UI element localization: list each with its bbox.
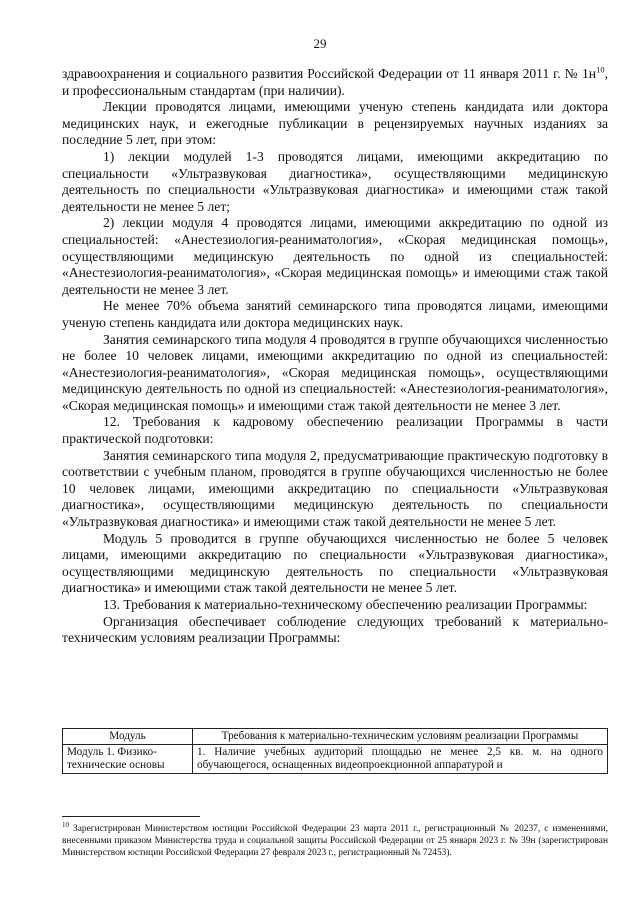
- table-row: [63, 745, 608, 774]
- section-heading-12: 12. Требования к кадровому обеспечению реализации Программы в части практической подготовки:: [62, 414, 608, 447]
- page-number: 29: [313, 36, 327, 51]
- paragraph-lectures-requirements: Лекции проводятся лицами, имеющими ученую степень кандидата или доктора медицинских наук, и ежегодные публикации в рецензируемых научных изданиях за последние 5 лет, при этом:: [62, 99, 608, 148]
- table-cell-requirements: 1. Наличие учебных аудиторий площадью не менее 2,5 кв. м. на одного обучающегося, оснащенных видеопроекционной аппаратурой и: [193, 745, 608, 774]
- paragraph-seminar-module-4: Занятия семинарского типа модуля 4 проводятся в группе обучающихся численностью не более 10 человек лицами, имеющими аккредитацию по одной из специальностей: «Анестезиология-реаниматология», «Скорая медицинская помощь», осуществляющими медицинскую деятельность по одной из специальностей: «Анестезиология-реаниматология», «Скорая медицинская помощь» и имеющими стаж такой деятельности не менее 3 лет.: [62, 331, 608, 413]
- paragraph-continuation: [62, 66, 608, 99]
- column-header-module: Модуль: [63, 729, 193, 745]
- table-header-row: [63, 729, 608, 745]
- paragraph-seminar-share: Не менее 70% объема занятий семинарского типа проводятся лицами, имеющими ученую степень кандидата или доктора медицинских наук.: [62, 298, 608, 330]
- paragraph-organization-requirements: Организация обеспечивает соблюдение следующих требований к материально-техническим условиям реализации Программы:: [62, 613, 608, 646]
- body-text: [62, 66, 608, 647]
- section-heading-13: 13. Требования к материально-техническому обеспечению реализации Программы:: [103, 597, 588, 612]
- paragraph-text: здравоохранения и социального развития Российской Федерации от 11 января 2011 г. № 1н: [62, 66, 597, 81]
- footnote: [62, 820, 608, 860]
- table-cell-module: Модуль 1. Физико-технические основы: [63, 745, 193, 774]
- column-header-requirements: Требования к материально-техническим условиям реализации Программы: [193, 729, 608, 745]
- footnote-divider: [62, 816, 200, 817]
- requirements-table: [62, 728, 608, 774]
- footnote-reference: 10: [596, 64, 605, 75]
- paragraph-module-5: Модуль 5 проводится в группе обучающихся численностью не более 5 человек лицами, имеющими аккредитацию по специальности «Ультразвуковая диагностика», осуществляющими медицинскую деятельность по специальности «Ультразвуковая диагностика» и имеющими стаж такой деятельности не менее 5 лет.: [62, 530, 608, 596]
- footnote-text: Зарегистрирован Министерством юстиции Российской Федерации 23 марта 2011 г., регистрационный № 20237, с изменениями, внесенными приказом Министерства труда и социальной защиты Российской Федерации от 25 января 2023 г. № 39н (зарегистрирован Министерством юстиции Российской Федерации 27 февраля 2023 г., регистрационный № 72453).: [62, 824, 608, 859]
- paragraph-lectures-module-4: 2) лекции модуля 4 проводятся лицами, имеющими аккредитацию по одной из специальностей: «Анестезиология-реаниматология», «Скорая медицинская помощь», осуществляющими медицинскую деятельность по одной из специальностей: «Анестезиология-реаниматология», «Скорая медицинская помощь» и имеющими стаж такой деятельности не менее 3 лет.: [62, 215, 608, 297]
- paragraph-seminar-module-2: Занятия семинарского типа модуля 2, предусматривающие практическую подготовку в соответствии с учебным планом, проводятся в группе обучающихся численностью не более 10 человек лицами, имеющими аккредитацию по специальности «Ультразвуковая диагностика», осуществляющими медицинскую деятельность по специальности «Ультразвуковая диагностика» и имеющими стаж такой деятельности не менее 5 лет.: [62, 447, 608, 530]
- paragraph-lectures-modules-1-3: 1) лекции модулей 1-3 проводятся лицами, имеющими аккредитацию по специальности «Ультразвуковая диагностика», осуществляющими медицинскую деятельность по специальности «Ультразвуковая диагностика» и имеющими стаж такой деятельности не менее 5 лет;: [62, 148, 608, 214]
- footnote-mark: 10: [62, 820, 69, 829]
- paragraph-text: , и профессиональным стандартам (при наличии).: [62, 66, 608, 98]
